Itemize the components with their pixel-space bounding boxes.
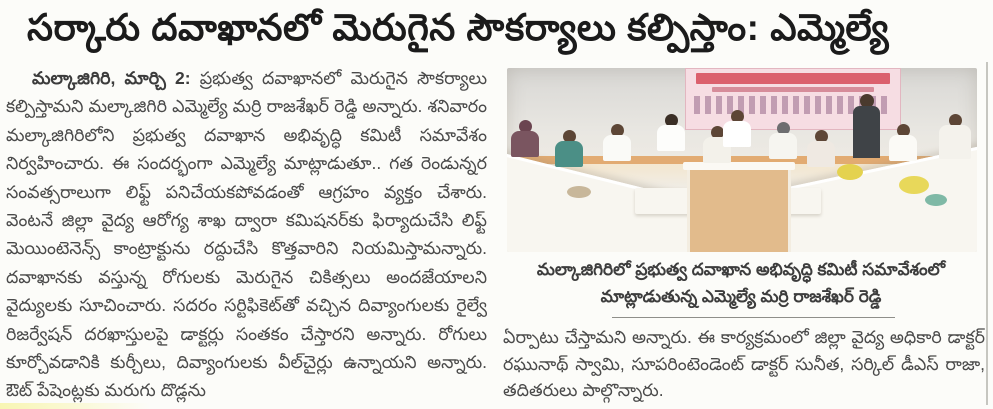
flowers-yellow xyxy=(899,176,929,194)
person-silhouette xyxy=(807,130,835,167)
meeting-photo xyxy=(507,68,977,252)
photo-podium-top xyxy=(683,162,795,170)
person-silhouette xyxy=(889,124,917,161)
article-body-left: ప్రభుత్వ దవాఖానలో మెరుగైన సౌకర్యాలు కల్పిస్తామని మల్కాజిగిరి ఎమ్మెల్యే మర్రి రాజశేఖర్ రెడ్డి అన్నారు. శనివారం మల్కాజిగిరిలోని ప్రభుత్వ దవాఖాన అభివృద్ధి కమిటీ సమావేశం నిర్వహించారు. ఈ సందర్భంగా ఎమ్మెల్యే మాట్లాడుతూ.. గత రెండున్నర సంవత్సరాలుగా లిఫ్ట్ పనిచేయకపోవడంతో ఆగ్రహం వ్యక్తం చేశారు. వెంటనే జిల్లా వైద్య ఆరోగ్య శాఖ ద్వారా కమిషనర్‌కు ఫిర్యాదుచేసి లిఫ్ట్ మెయింటెనెన్స్ కాంట్రాక్టును రద్దుచేసి కొత్తవారిని నియమిస్తామన్నారు. దవాఖానకు వస్తున్న రోగులకు మెరుగైన చికిత్సలు అందజేయాలని వైద్యులకు సూచించారు. సదరం సర్టిఫికెట్‌తో వచ్చిన దివ్యాంగులకు రైల్వే రిజర్వేషన్ దరఖాస్తులపై డాక్టర్లు సంతకం చేస్తారని అన్నారు. రోగులు కూర్చోవడానికి కుర్చీలు, దివ్యాంగులకు వీల్‌చైర్లు ఉన్నాయని అన్నారు. ఔట్ పేషెంట్లకు మరుగు దొడ్లను xyxy=(6,68,487,401)
standing-person xyxy=(853,94,880,160)
photo-caption-line1: మల్కాజిగిరిలో ప్రభుత్వ దవాఖాన అభివృద్ధి కమిటీ సమావేశంలో xyxy=(536,260,946,279)
scan-artifact xyxy=(0,403,150,409)
flowers-yellow xyxy=(837,164,863,180)
papers-teal xyxy=(925,194,947,206)
person-silhouette xyxy=(657,114,685,151)
photo-caption-line2: మాట్లాడుతున్న ఎమ్మెల్యే మర్రి రాజశేఖర్ రెడ్డి xyxy=(600,287,882,306)
papers-tan xyxy=(567,186,591,198)
person-silhouette xyxy=(939,114,971,159)
photo-caption xyxy=(503,256,979,310)
caption-divider xyxy=(612,317,895,318)
person-silhouette-mla xyxy=(723,110,751,147)
article-left-column xyxy=(6,64,487,406)
dateline: మల్కాజిగిరి, మార్చి 2: xyxy=(32,68,191,88)
person-silhouette xyxy=(603,124,631,161)
photo-podium xyxy=(687,166,791,252)
person-silhouette xyxy=(555,130,583,167)
person-silhouette xyxy=(511,120,539,157)
article-body-right: ఏర్పాటు చేస్తామని అన్నారు. ఈ కార్యక్రమంలో జిల్లా వైద్య అధికారి డాక్టర్ రఘునాథ్ స్వామి, సూపరింటెండెంట్ డాక్టర్ సునీత, సర్కిల్ డీఎస్ రాజా, తదితరులు పాల్గొన్నారు. xyxy=(503,327,985,401)
photo-banner-subtitle-bar xyxy=(712,87,874,92)
column-rule xyxy=(986,62,988,405)
photo-banner-title-bar xyxy=(696,73,890,84)
article-right-column xyxy=(503,324,985,406)
article-paragraph xyxy=(6,64,487,405)
person-silhouette xyxy=(769,122,797,159)
headline: సర్కారు దవాఖానలో మెరుగైన సౌకర్యాలు కల్పిస్తాం: ఎమ్మెల్యే xyxy=(27,7,890,48)
